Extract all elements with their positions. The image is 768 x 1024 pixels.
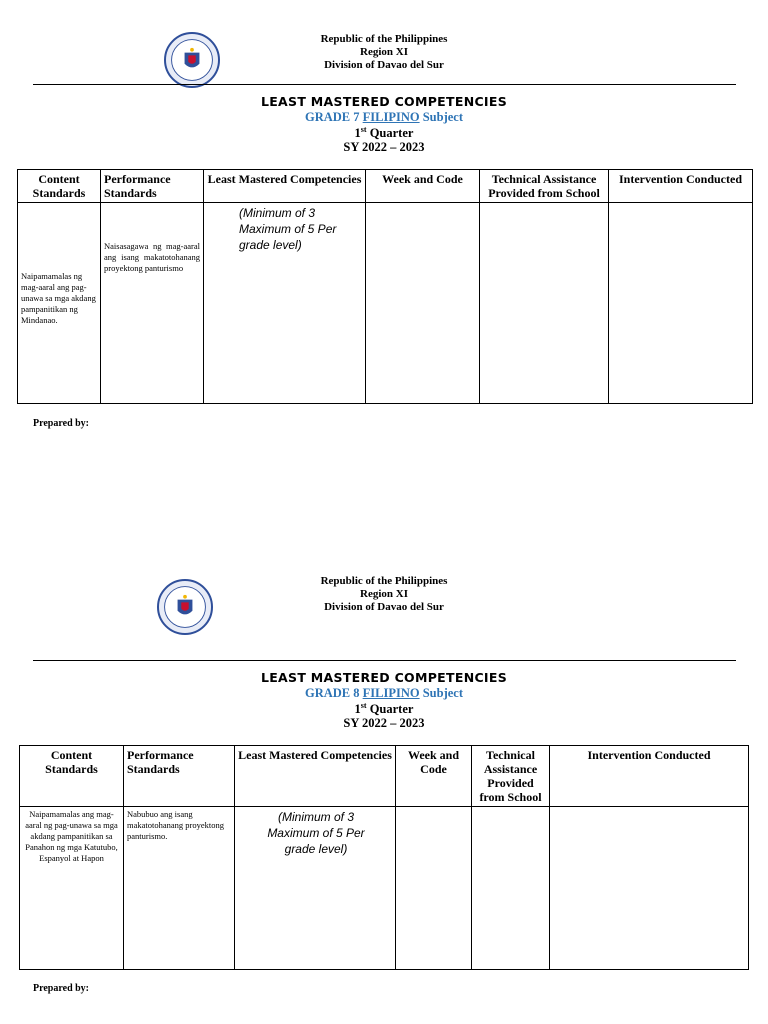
header-divider	[33, 660, 736, 661]
col-header-least-mastered: Least Mastered Competencies	[235, 746, 396, 807]
grade-subject-line	[0, 110, 768, 125]
prepared-by-label: Prepared by:	[33, 983, 90, 994]
cell-performance-standards	[124, 807, 235, 970]
cell-content-standards	[18, 203, 101, 404]
content-standards-text: Naipamamalas ng mag-aaral ang pag-unawa sa mga akdang pampanitikan ng Mindanao.	[21, 270, 96, 325]
quarter-ordinal: st	[360, 701, 367, 710]
performance-standards-text: Naisasagawa ng mag-aaral ang isang makatotohanang proyektong panturismo	[104, 241, 200, 273]
competency-note: (Minimum of 3 Maximum of 5 Per grade level)	[239, 206, 337, 252]
quarter-line	[0, 125, 768, 141]
grade-label: GRADE 8	[304, 686, 360, 700]
section-title: LEAST MASTERED COMPETENCIES	[260, 94, 508, 109]
cell-technical-assistance[interactable]	[472, 807, 550, 970]
cell-intervention[interactable]	[609, 203, 753, 404]
subject-name: FILIPINO	[362, 110, 420, 124]
document-header	[0, 33, 768, 72]
cell-least-mastered	[235, 807, 396, 970]
cell-performance-standards	[101, 203, 204, 404]
quarter-label: Quarter	[369, 702, 414, 717]
quarter-number: 1	[354, 702, 361, 717]
header-line-division: Division of Davao del Sur	[324, 59, 444, 71]
col-header-week-code: Week and Code	[396, 746, 472, 807]
cell-least-mastered	[204, 203, 366, 404]
cell-intervention[interactable]	[550, 807, 749, 970]
performance-standards-text: Nabubuo ang isang makatotohanang proyektong panturismo.	[127, 809, 225, 841]
header-divider	[33, 84, 736, 85]
competencies-table	[17, 169, 753, 404]
subject-suffix: Subject	[422, 686, 463, 700]
competency-note: (Minimum of 3 Maximum of 5 Per grade level)	[267, 810, 365, 856]
section-title: LEAST MASTERED COMPETENCIES	[260, 670, 508, 685]
school-year: SY 2022 – 2023	[343, 716, 425, 730]
header-line-division: Division of Davao del Sur	[324, 601, 444, 613]
grade-label: GRADE 7	[304, 110, 360, 124]
quarter-label: Quarter	[369, 126, 414, 141]
col-header-intervention: Intervention Conducted	[609, 170, 753, 203]
cell-week-code[interactable]	[396, 807, 472, 970]
col-header-performance-standards: Performance Standards	[124, 746, 235, 807]
cell-content-standards	[20, 807, 124, 970]
quarter-line	[0, 701, 768, 717]
col-header-least-mastered: Least Mastered Competencies	[204, 170, 366, 203]
col-header-performance-standards: Performance Standards	[101, 170, 204, 203]
competencies-table	[19, 745, 749, 970]
grade-subject-line	[0, 686, 768, 701]
col-header-intervention: Intervention Conducted	[550, 746, 749, 807]
prepared-by-label: Prepared by:	[33, 418, 90, 429]
header-line-region: Region XI	[360, 46, 408, 58]
school-year: SY 2022 – 2023	[343, 140, 425, 154]
col-header-content-standards: Content Standards	[20, 746, 124, 807]
subject-name: FILIPINO	[362, 686, 420, 700]
subject-suffix: Subject	[422, 110, 463, 124]
document-header	[0, 575, 768, 614]
col-header-week-code: Week and Code	[366, 170, 480, 203]
content-standards-text: Naipamamalas ang mag-aaral ng pag-unawa sa mga akdang pampanitikan sa Panahon ng mga Katutubo, Espanyol at Hapon	[25, 809, 118, 863]
header-line-republic: Republic of the Philippines	[320, 33, 448, 45]
quarter-ordinal: st	[360, 125, 367, 134]
col-header-technical-assistance: Technical Assistance Provided from School	[480, 170, 609, 203]
cell-week-code[interactable]	[366, 203, 480, 404]
header-line-region: Region XI	[360, 588, 408, 600]
col-header-technical-assistance: Technical Assistance Provided from School	[472, 746, 550, 807]
quarter-number: 1	[354, 126, 361, 141]
header-line-republic: Republic of the Philippines	[320, 575, 448, 587]
cell-technical-assistance[interactable]	[480, 203, 609, 404]
col-header-content-standards: Content Standards	[18, 170, 101, 203]
